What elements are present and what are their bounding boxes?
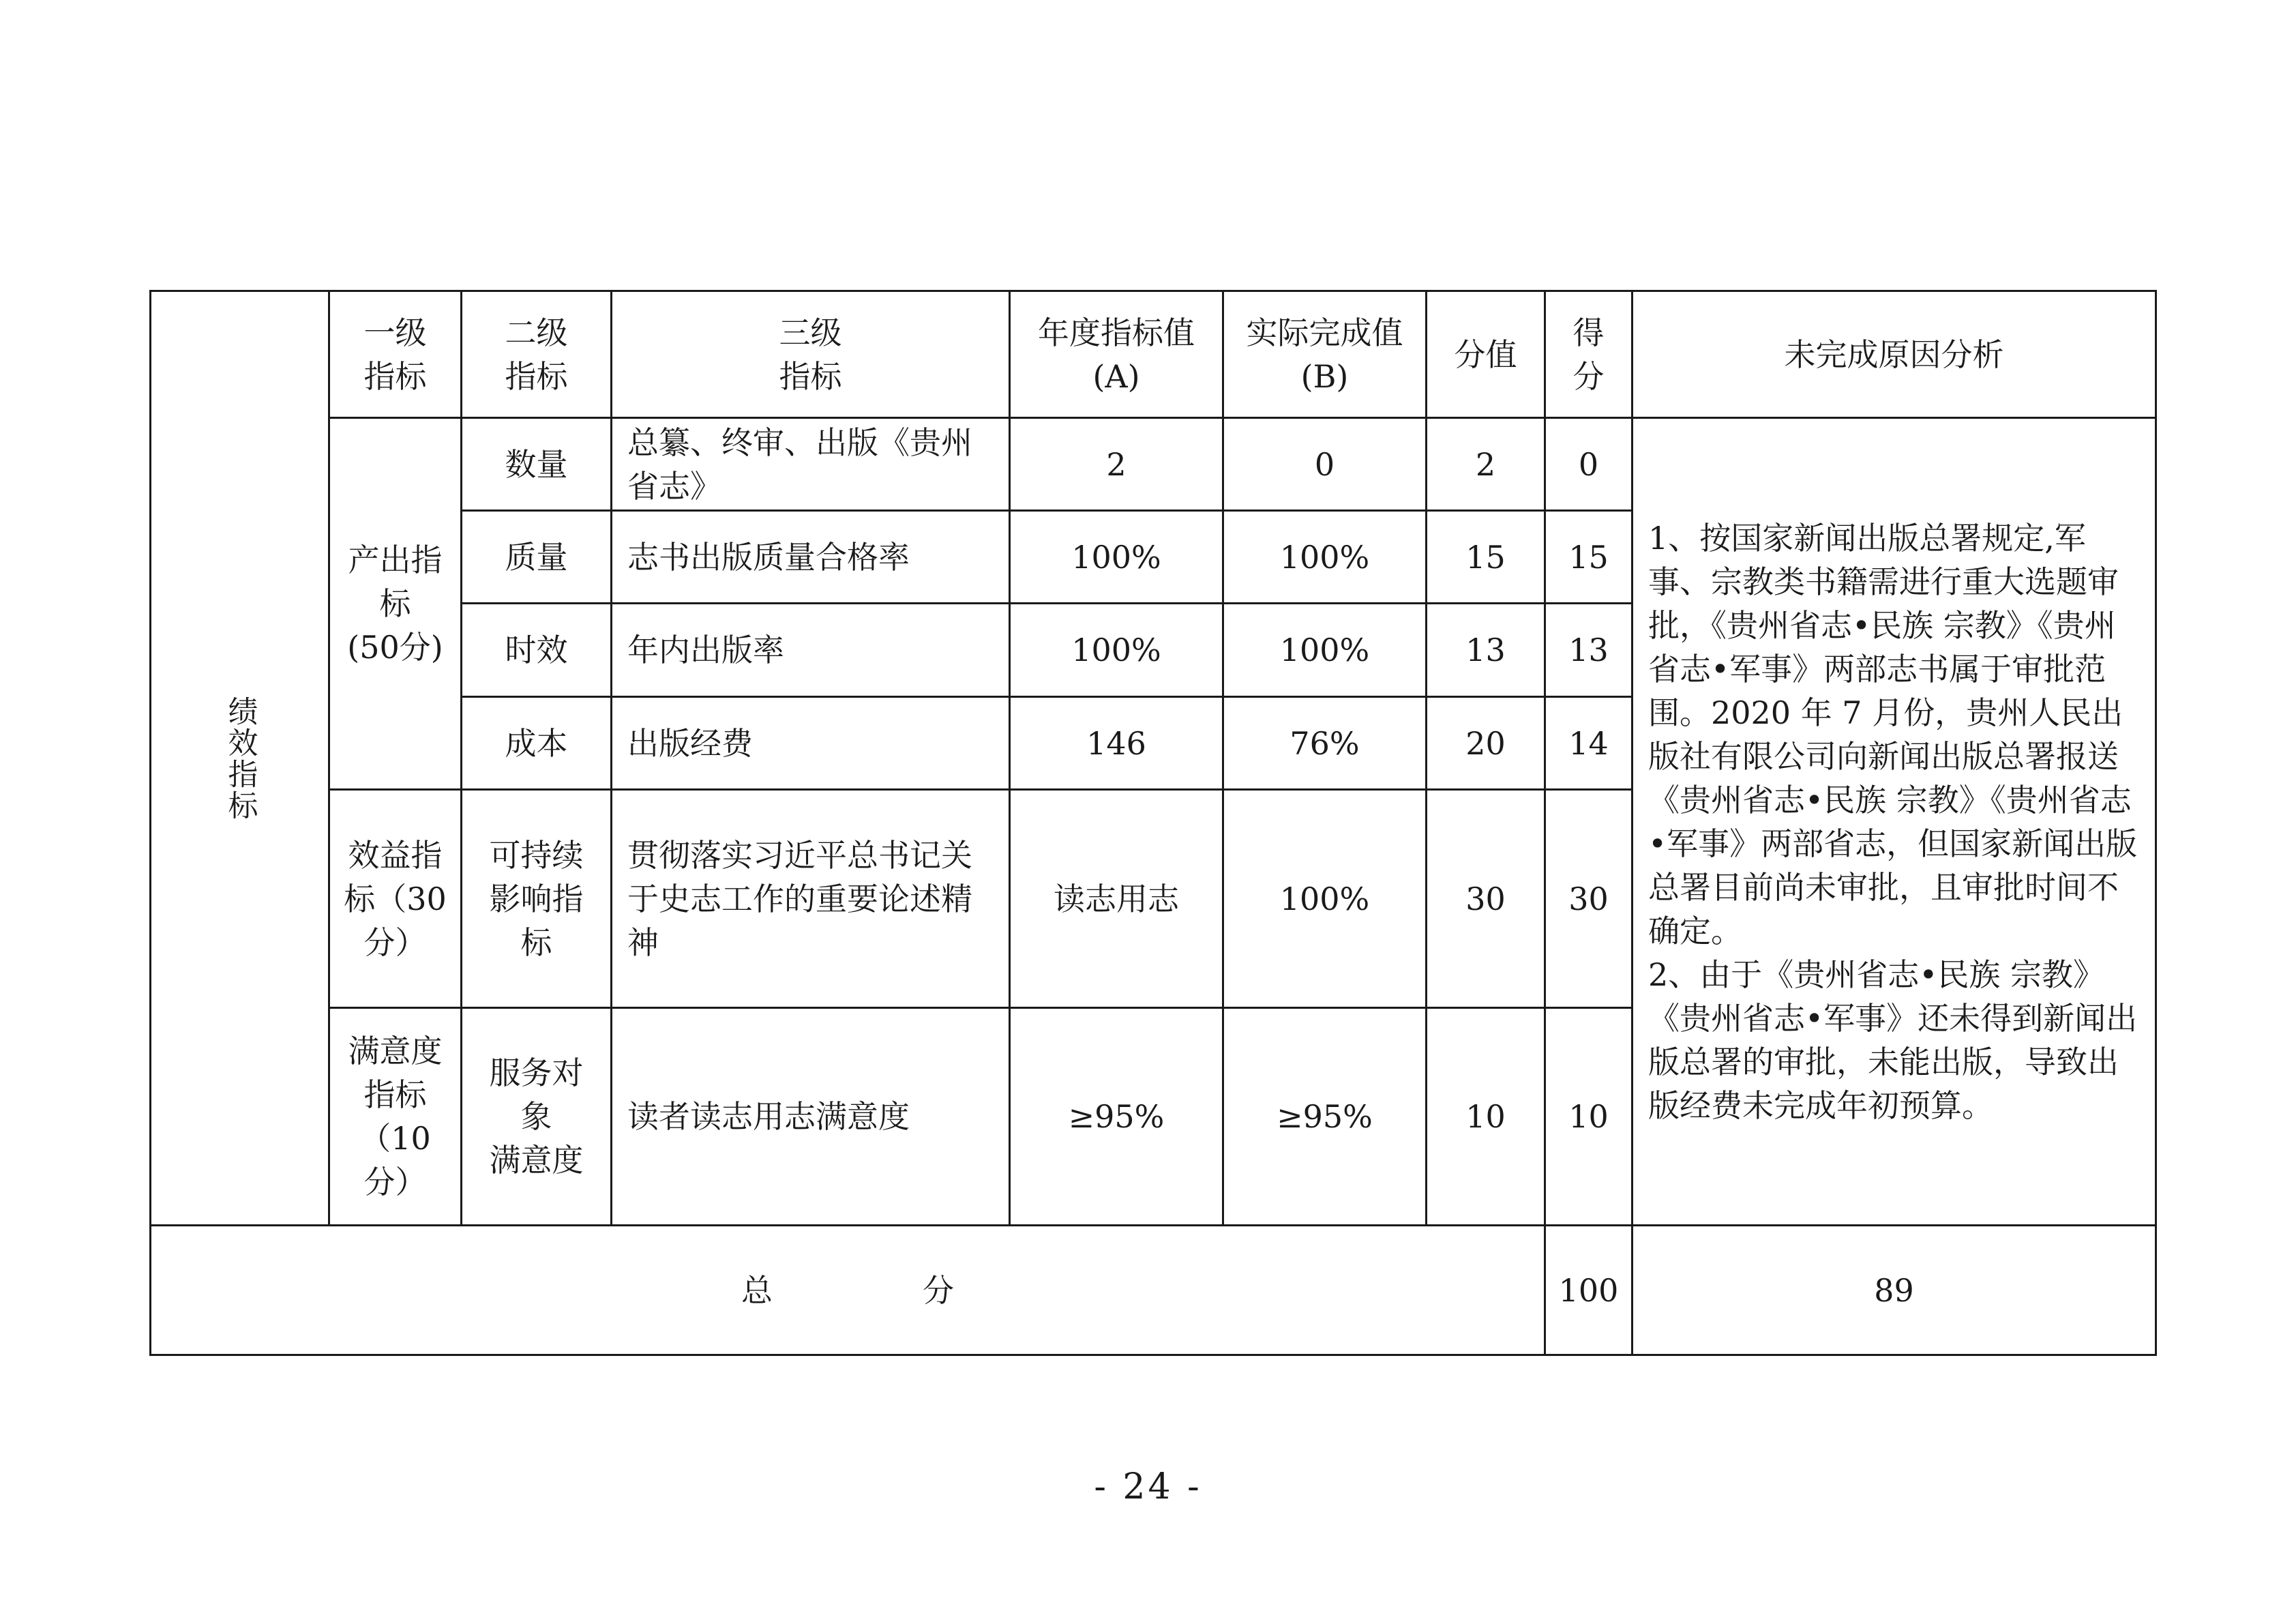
header-level3-text: 三级 指标: [779, 314, 842, 395]
header-reason-text: 未完成原因分析: [1784, 336, 2004, 373]
header-level3: [612, 291, 1010, 418]
group-benefit-text: 效益指 标（30 分）: [344, 836, 447, 961]
header-weight: [1427, 291, 1545, 418]
row2-level2: 质量: [462, 511, 612, 604]
row3-level3: 年内出版率: [612, 604, 1010, 697]
header-annual-target-text: 年度指标值 (A): [1038, 314, 1195, 395]
page-number: - 24 -: [1094, 1466, 1202, 1507]
row3-score: 13: [1545, 604, 1632, 697]
header-score-text: 得 分: [1572, 314, 1605, 395]
row1-target: 2: [1010, 418, 1223, 511]
row1-actual: 0: [1223, 418, 1427, 511]
group-benefit: [329, 790, 462, 1008]
row1-score: 0: [1545, 418, 1632, 511]
header-actual-text: 实际完成值 (B): [1246, 314, 1403, 395]
header-level2: [462, 291, 612, 418]
section-label-cell: [151, 291, 329, 1226]
row6-level2: [462, 1008, 612, 1226]
header-reason: [1632, 291, 2156, 418]
row1-weight: 2: [1427, 418, 1545, 511]
total-score: 89: [1632, 1226, 2156, 1355]
header-actual: [1223, 291, 1427, 418]
row4-target: 146: [1010, 697, 1223, 790]
row5-score: 30: [1545, 790, 1632, 1008]
row6-level3: 读者读志用志满意度: [612, 1008, 1010, 1226]
row4-actual: 76%: [1223, 697, 1427, 790]
header-level1: [329, 291, 462, 418]
row6-target: ≥95%: [1010, 1008, 1223, 1226]
row1-level2: 数量: [462, 418, 612, 511]
row5-target: 读志用志: [1010, 790, 1223, 1008]
row2-level3: 志书出版质量合格率: [612, 511, 1010, 604]
total-label-right: 分: [923, 1271, 954, 1309]
row5-level3: 贯彻落实习近平总书记关于史志工作的重要论述精神: [612, 790, 1010, 1008]
total-row: [151, 1226, 2156, 1355]
header-annual-target: [1010, 291, 1223, 418]
row5-level2: [462, 790, 612, 1008]
row2-target: 100%: [1010, 511, 1223, 604]
row5-actual: 100%: [1223, 790, 1427, 1008]
row3-weight: 13: [1427, 604, 1545, 697]
row5-weight: 30: [1427, 790, 1545, 1008]
row2-score: 15: [1545, 511, 1632, 604]
performance-table: [149, 290, 2157, 1356]
row2-actual: 100%: [1223, 511, 1427, 604]
header-score: [1545, 291, 1632, 418]
row4-level3: 出版经费: [612, 697, 1010, 790]
header-level2-text: 二级 指标: [505, 314, 568, 395]
row3-actual: 100%: [1223, 604, 1427, 697]
row6-weight: 10: [1427, 1008, 1545, 1226]
analysis-paragraph-2: 2、由于《贵州省志•民族 宗教》《贵州省志•军事》还未得到新闻出版总署的审批，未能出版，导致出版经费未完成年初预算。: [1648, 956, 2138, 1124]
section-label: 绩效指标: [222, 695, 258, 821]
header-level1-text: 一级 指标: [363, 314, 427, 395]
header-weight-text: 分值: [1454, 336, 1517, 373]
table-row: [151, 418, 2156, 511]
total-label: [151, 1226, 1545, 1355]
row4-score: 14: [1545, 697, 1632, 790]
row5-level2-text: 可持续 影响指 标: [489, 836, 584, 961]
total-label-left: 总: [741, 1271, 773, 1309]
row1-level3: 总纂、终审、出版《贵州省志》: [612, 418, 1010, 511]
row4-weight: 20: [1427, 697, 1545, 790]
analysis-paragraph-1: 1、按国家新闻出版总署规定,军事、宗教类书籍需进行重大选题审批，《贵州省志•民族 宗教》《贵州省志•军事》两部志书属于审批范围。2020 年 7 月份，贵州人民出版社有限公司向新闻出版总署报送《贵州省志•民族 宗教》《贵州省志•军事》两部省志，但国家新闻出版总署目前尚未审批，且审批时间不确定。: [1648, 519, 2138, 949]
row4-level2: 成本: [462, 697, 612, 790]
row6-level2-text: 服务对 象 满意度: [489, 1054, 584, 1179]
row6-actual: ≥95%: [1223, 1008, 1427, 1226]
row3-level2: 时效: [462, 604, 612, 697]
group-output: [329, 418, 462, 790]
row6-score: 10: [1545, 1008, 1632, 1226]
group-satisfaction: [329, 1008, 462, 1226]
row2-weight: 15: [1427, 511, 1545, 604]
row3-target: 100%: [1010, 604, 1223, 697]
reason-analysis: [1632, 418, 2156, 1226]
group-satisfaction-text: 满意度 指标 （10 分）: [348, 1033, 443, 1200]
total-weight: 100: [1545, 1226, 1632, 1355]
group-output-text: 产出指 标 (50分): [347, 542, 443, 666]
